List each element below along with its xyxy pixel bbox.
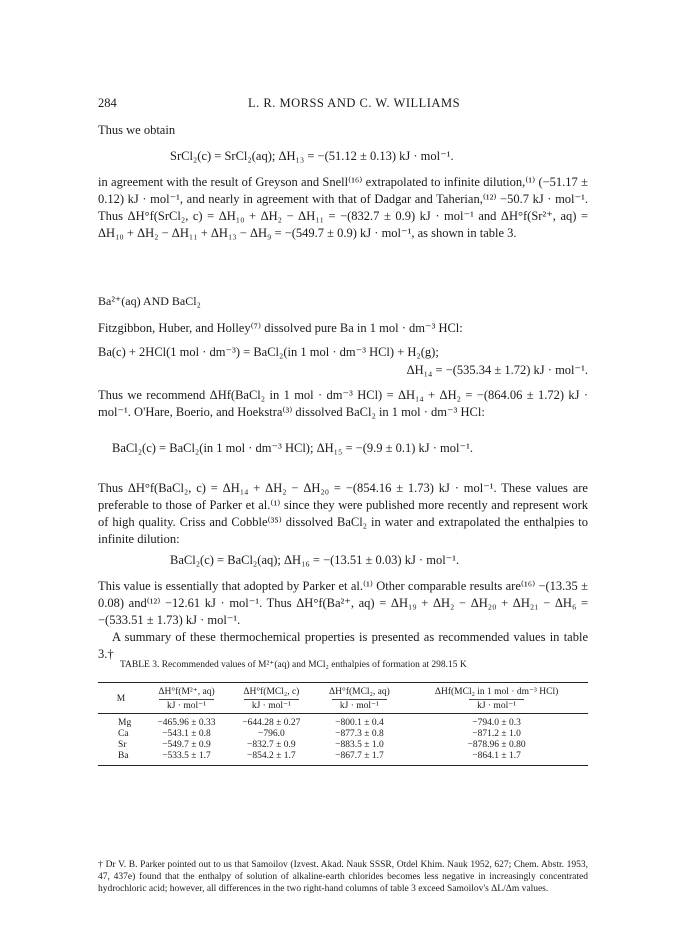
unit-label: kJ · mol⁻¹ [159, 699, 214, 711]
equation-15: BaCl₂(c) = BaCl₂(in 1 mol · dm⁻³ HCl); ΔH₁₅ = −(9.9 ± 0.1) kJ · mol⁻¹. [112, 441, 473, 455]
table-cell: −871.2 ± 1.0 [472, 729, 521, 739]
table-cell: −800.1 ± 0.4 [335, 718, 384, 728]
table-cell-metal: Ba [98, 751, 144, 766]
paragraph-fitzgibbon: Fitzgibbon, Huber, and Holley⁽⁷⁾ dissolved pure Ba in 1 mol · dm⁻³ HCl: [98, 321, 463, 335]
table-row [98, 751, 588, 766]
column-header-salt-c: ΔH°f(MCl₂, c) [229, 683, 314, 699]
paragraph-summary: A summary of these thermochemical properties is presented as recommended values in table 3.† [98, 630, 588, 661]
equation-14-line2: ΔH₁₄ = −(535.34 ± 1.72) kJ · mol⁻¹. [406, 363, 588, 377]
table-cell: −883.5 ± 1.0 [335, 740, 384, 750]
paragraph-comparable: This value is essentially that adopted by Parker et al.⁽¹⁾ Other comparable results are⁽¹⁶⁾ −(13.35 ± 0.08) and⁽¹²⁾ −12.61 kJ · mol⁻¹. Thus ΔH°f(Ba²⁺, aq) = ΔH₁₉ + ΔH₂ − ΔH₂₀ + ΔH₂₁ − ΔH₆ = −(533.51 ± 1.73) kJ · mol⁻¹. [98, 579, 588, 627]
table-cell: −794.0 ± 0.3 [472, 718, 521, 728]
table-cell: −465.96 ± 0.33 [157, 718, 216, 728]
table-cell-metal: Mg [118, 718, 132, 728]
table-caption: TABLE 3. Recommended values of M²⁺(aq) and MCl₂ enthalpies of formation at 298.15 K [120, 660, 467, 670]
unit-label: kJ · mol⁻¹ [244, 699, 299, 711]
page-number: 284 [98, 96, 117, 110]
table-cell: −796.0 [257, 729, 285, 739]
column-header-salt-aq: ΔH°f(MCl₂, aq) [314, 683, 405, 699]
table-cell: −854.2 ± 1.7 [229, 751, 314, 766]
paragraph-parker: Thus ΔH°f(BaCl₂, c) = ΔH₁₄ + ΔH₂ − ΔH₂₀ = −(854.16 ± 1.73) kJ · mol⁻¹. These values are preferable to those of Parker et al.⁽¹⁾ since they were published more recently and represent work of high quality. Criss and Cobble⁽³⁵⁾ dissolved BaCl₂ in water and extrapolated the enthalpies to infinite dilution: [98, 481, 588, 546]
unit-label: kJ · mol⁻¹ [332, 699, 387, 711]
table-cell: −867.7 ± 1.7 [314, 751, 405, 766]
table-cell: −878.96 ± 0.80 [467, 740, 526, 750]
table-cell-metal: Sr [118, 740, 127, 750]
section-heading: Ba²⁺(aq) AND BaCl₂ [98, 294, 201, 308]
table-cell: −533.5 ± 1.7 [144, 751, 229, 766]
table-cell: −832.7 ± 0.9 [247, 740, 296, 750]
table-cell-metal: Ca [118, 729, 129, 739]
paragraph-greyson: in agreement with the result of Greyson and Snell⁽¹⁶⁾ extrapolated to infinite dilution,⁽¹⁾ (−51.17 ± 0.12) kJ · mol⁻¹, and nearly in agreement with that of Dadgar and Taherian,⁽¹²⁾ −50.7 kJ · mol⁻¹. Thus ΔH°f(SrCl₂, c) = ΔH₁₀ + ΔH₂ − ΔH₁₁ = −(832.7 ± 0.9) kJ · mol⁻¹ and ΔH°f(Sr²⁺, aq) = ΔH₁₀ + ΔH₂ − ΔH₁₁ + ΔH₁₃ − ΔH₉ = −(549.7 ± 0.9) kJ · mol⁻¹, as shown in table 3. [98, 175, 588, 240]
unit-label: kJ · mol⁻¹ [469, 699, 524, 711]
table-row [98, 714, 588, 730]
table-cell: −864.1 ± 1.7 [405, 751, 588, 766]
equation-16: BaCl₂(c) = BaCl₂(aq); ΔH₁₆ = −(13.51 ± 0.03) kJ · mol⁻¹. [170, 553, 460, 567]
column-header-salt-hcl: ΔHf(MCl₂ in 1 mol · dm⁻³ HCl) [405, 683, 588, 699]
running-title: L. R. MORSS AND C. W. WILLIAMS [248, 96, 461, 110]
enthalpy-table [98, 682, 588, 766]
footnote: † Dr V. B. Parker pointed out to us that Samoilov (Izvest. Akad. Nauk SSSR, Otdel Khim. Nauk 1952, 627; Chem. Abstr. 1953, 47, 437e) found that the enthalpy of solution of alkaline-earth chlorides becomes less negative in increasingly concentrated hydrochloric acid; however, all differences in the two right-hand columns of table 3 exceed Samoilov's ΔL/Δm values. [98, 860, 588, 894]
paragraph-intro: Thus we obtain [98, 123, 176, 137]
equation-14-line1: Ba(c) + 2HCl(1 mol · dm⁻³) = BaCl₂(in 1 mol · dm⁻³ HCl) + H₂(g); [98, 345, 439, 359]
table-cell: −877.3 ± 0.8 [335, 729, 384, 739]
equation-13: SrCl₂(c) = SrCl₂(aq); ΔH₁₃ = −(51.12 ± 0.13) kJ · mol⁻¹. [170, 149, 454, 163]
table-row [98, 729, 588, 740]
table-cell: −543.1 ± 0.8 [162, 729, 211, 739]
table-cell: −644.28 ± 0.27 [242, 718, 301, 728]
table-cell: −549.7 ± 0.9 [162, 740, 211, 750]
table-row [98, 740, 588, 751]
column-header-ion-aq: ΔH°f(M²⁺, aq) [144, 683, 229, 699]
paragraph-recommend: Thus we recommend ΔHf(BaCl₂ in 1 mol · dm⁻³ HCl) = ΔH₁₄ + ΔH₂ = −(864.06 ± 1.72) kJ · mol⁻¹. O'Hare, Boerio, and Hoekstra⁽³⁾ dissolved BaCl₂ in 1 mol · dm⁻³ HCl: [98, 388, 588, 419]
column-header-m: M [98, 683, 144, 714]
